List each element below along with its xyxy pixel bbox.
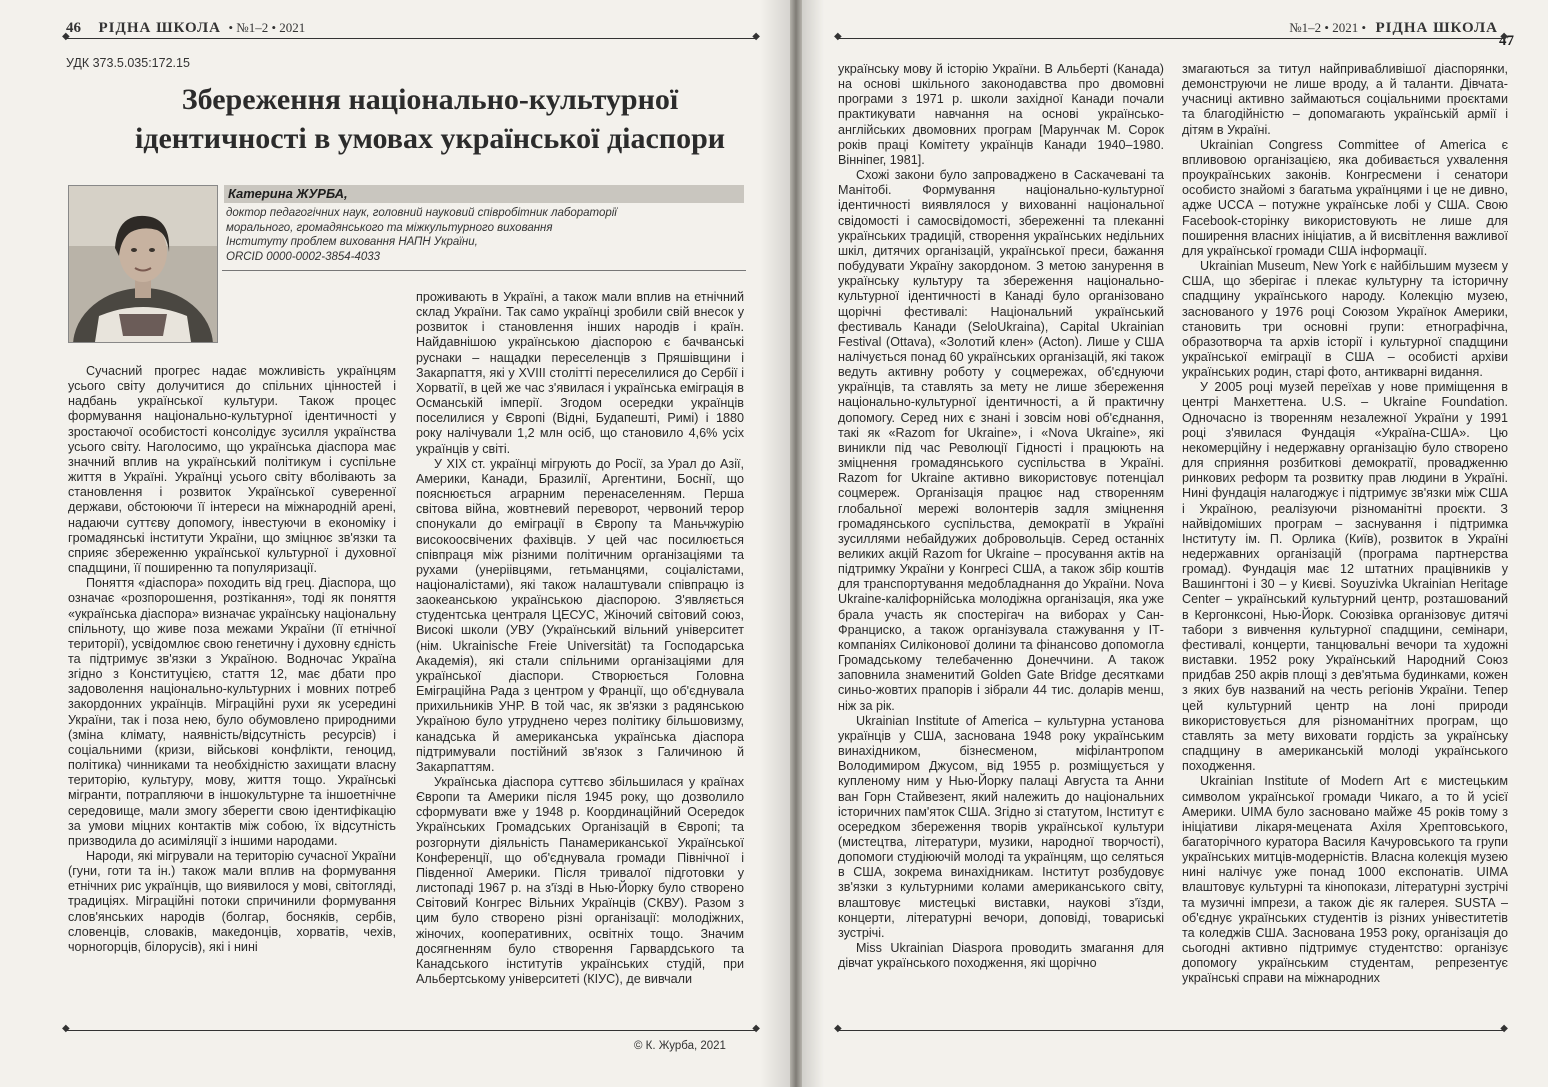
paragraph: проживають в Україні, а також мали вплив на етнічний склад України. Так само українці зробили свій внесок у розвиток і становлення інших народів і країн. Найдавнішою українською діаспорою є бачванські руснаки – нащадки переселенців з Пряшівщини і Закарпаття, які у XVIII столітті переселилися до Сербії і Хорватії, в цей же час з'явилася і українська еміграція в Османській імперії. Згодом осередки українців поселилися у Європі (Віднi, Будапешті, Римі) і 1880 року налічували 1,2 млн осіб, що становило 4,6% усіх українців у світі.: [416, 290, 744, 456]
bottom-rule-left: [66, 1030, 756, 1031]
paragraph: Схожі закони було запроваджено в Саскачевані та Манітобі. Формування національно-культурної ідентичності виявлялося у вихованні національної свідомості і самосвідомості, збереженні та плеканні українських традицій, створення українських недільних шкіл, дитячих організацій, української преси, бажання побудувати Україну закордоном. З метою занурення в українську культуру та збереження національно-культурної ідентичності в Канаді було організовано щорічні фестивалі: Національний український фестиваль Канади (SeloUkraina), Capital Ukrainian Festival (Ottava), «Золотий клен» (Acton). Лише у США налічується понад 60 українських організацій, які також ведуть активну роботу у соцмережах, об'єднуючи українців, та ставлять за мету не лише збереження національно-культурної ідентичності, а й практичну допомогу. Серед них є знані і зовсім нові об'єднання, такі як «Razom for Ukraine», і «Nova Ukraine», які виникли під час Революції Гідності і працюють на зміцнення громадянського суспільства в Україні. Razom for Ukraine активно використовує потенціал соцмереж. Організація працює над створенням глобальної мережі волонтерів задля зміцнення громадянського суспільства, демократії в Україні зусиллями небайдужих добровольців. Серед останніх великих акцій Razom for Ukraine – просування актів на підтримку України у Конгресі США, а також збір коштів для транспортування медобладнання до України. Nova Ukraine-каліфорнійська молодіжна організація, яка уже брала участь як спостерігач на виборах у Сан-Франциско, а також організувала стажування у ІТ-компаніях Силіконової долини та фінансово допомогла Громадському телебаченню Донеччини. А також заповнила знаменитий Golden Gate Bridge десятками синьо-жовтих прапорів і зібрали 44 тис. доларів менш, ніж за рік.: [838, 168, 1164, 713]
left-page-number: 46: [66, 20, 81, 36]
article-title-line-2: ідентичності в умовах української діаспори: [134, 122, 726, 155]
paragraph: Поняття «діаспора» походить від грец. Діаспора, що означає «розпорошення, розтікання», тоді як поняття «українська діаспора» визначає українську національну спільноту, що живе поза межами України (її етнічної території), усвідомлює свою генетичну і духовну єдність та підтримує зв'язки з Україною. Водночас Україна згідно з Конституцією, стаття 12, має дбати про задоволення національно-культурних і мовних потреб закордонних українців. Міграційні рухи як усередині України, так і поза нею, було обумовлено природними (зміна клімату, наявність/відсутність ресурсів) і соціальними (кризи, військові конфлікти, геноцид, політика) чинниками та необхідністю захищати власну територію, культуру, мову, життя тощо. Українські мігранти, потрапляючи в іншокультурне та іншоетнічне середовище, мали змогу зберегти свою ідентифікацію за умови міцних контактів між собою, їх відсутність призводила до асиміляції з іншими народами.: [68, 576, 396, 848]
journal-name-left: РІДНА ШКОЛА: [98, 20, 221, 36]
paragraph: У 2005 році музей переїхав у нове приміщення в центрі Манхеттена. U.S. – Ukraine Foundation. Одночасно із творенням незалежної України у 1991 році з'явилася Фундація «Україна-США». Цю некомерційну і недержавну організацію було створено для сприяння розбиткові демократії, провадженню ринкових реформ та розвитку прав людини в Україні. Нині фундація налагоджує і підтримує зв'язки між США і Україною, реалізуючи різноманітні проєкти. З найвідоміших програм – заснування і підтримка Інституту ім. П. Орлика (Київ), розвиток в Україні недержавних організацій (програма партнерства громад). Фундація має 12 штатних працівників у Вашингтоні і 30 – у Києві. Soyuzivka Ukrainian Heritage Center – український культурний центр, розташований в Кергонксоні, Нью-Йорк. Союзівка організовує дитячі табори з вивчення культурної спадщини, семінари, фестивалі, концерти, танцювальні вечори та художні виставки. 1952 року Український Народний Союз придбав 250 акрів площі з дев'ятьма будинками, кожен з яких був названий на честь регіонів України. Тепер цей культурний центр на лоні природи використовується для різноманітних програм, що ставлять за мету виховати гордість за українську спадщину в американській молоді українського походження.: [1182, 380, 1508, 774]
paragraph: змагаються за титул найпривабливішої діаспорянки, демонструючи не лише вроду, а й таланти. Дівчата-учасниці активно займаються соціальними проєктами та благодійністю – допомагають українській армії і дітям в Україні.: [1182, 62, 1508, 137]
copyright: © К. Журба, 2021: [634, 1040, 726, 1052]
paragraph: Miss Ukrainian Diaspora проводить змагання для дівчат українського походження, які щорічно: [838, 941, 1164, 971]
paragraph: українську мову й історію України. В Альберті (Канада) на основі шкільного законодавства про двомовні програми з 1971 р. школи західної Канади почали практикувати навчання на основі українсько-англійських двомовних програм [Марунчак М. Сорок років праці Комітету українців Канади 1940–1980. Вінніпег, 1981].: [838, 62, 1164, 167]
paragraph: Ukrainian Museum, New York є найбільшим музеєм у США, що зберігає і плекає культурну та історичну спадщину українського народу. Колекцію музею, заснованого у 1976 році Союзом Українок Америки, становить три основні групи: етнографічна, образотворча та архів історії і культурної спадщини української еміграції в США – особисті архіви українських родин, старі фото, антикварні видання.: [1182, 259, 1508, 380]
udc-code: УДК 373.5.035:172.15: [66, 56, 190, 70]
issue-number-right: №1–2 • 2021 •: [1289, 20, 1367, 35]
author-photo: [68, 185, 218, 343]
paragraph: Ukrainian Institute of Modern Art є мистецьким символом української громади Чикаго, а то й усієї Америки. UIMA було засновано майже 45 років тому з ініціативи лікаря-мецената Ахіля Хрептовського, багаторічного куратора Василя Качуровського та групи українських митців-модерністів. Власна колекція музею нині налічує уже понад 1000 експонатів. UIMA влаштовує культурні та кінопокази, літературні зустрічі та музичні імпрези, а також діє як галерея. SUSTA – об'єднує українських студентів із різних унівеститетів та коледжів США. Заснована 1953 року, організація до сьогодні активно підтримує студентство: організує допомогу українським студентам, репрезентує українські справи на міжнародних: [1182, 774, 1508, 986]
right-page-number: 47: [1499, 33, 1514, 49]
paragraph: Народи, які мігрували на територію сучасної України (гуни, готи та ін.) також мали вплив на формування етнічних рис українців, що виявилося у мові, світогляді, традиціях. Міграційні потоки спричинили формування слов'янських народів (болгар, босняків, сербів, словенців, словаків, македонців, хорватів, чехів, чорногорців, білорусів), які і нині: [68, 849, 396, 954]
author-line: доктор педагогічних наук, головний науковий співробітник лабораторії: [226, 207, 617, 219]
top-rule-left: [66, 38, 756, 39]
paragraph: Ukrainian Institute of America – культурна установа українців у США, заснована 1948 року українським винахідником, бізнесменом, міфілантропом Володимиром Джусом, від 1955 р. розміщується у купленому ним у Нью-Йорку палаці Августа та Анни ван Горн Стайвезент, який належить до національних історичних пам'яток США. Згідно зі статутом, Інститут є осередком збереження творів української культури (мистецтва, літератури, музики, народної творчості), допомоги студіюючій молоді та українцям, що селяться в США, зокрема винахідникам. Інститут розбудовує зв'язки з культурними колами американського світу, влаштовує мистецькі виставки, наукові з'їзди, концерти, літературні вечори, доповіді, товариські зустрічі.: [838, 713, 1164, 940]
paragraph: Ukrainian Congress Committee of America є впливовою організацією, яка добивається ухвалення проукраїнських законів. Конгресмени і сенатори особисто знайомі з багатьма українцями і це не дивно, адже UCCA – потужне українське лобі у США. Свою Facebook-сторінку використовують не лише для поширення власних ініціатив, а й висвітлення важливої для української громади США інформації.: [1182, 137, 1508, 258]
right-running-header: [1289, 20, 1498, 37]
text-column-right-2: [1182, 62, 1508, 1024]
author-divider: [222, 270, 746, 271]
author-orcid: ORCID 0000-0002-3854-4033: [226, 250, 381, 263]
book-gutter: [790, 0, 802, 1087]
author-name: Катерина ЖУРБА,: [228, 186, 348, 201]
left-running-header: [66, 20, 305, 37]
right-page: [802, 0, 1548, 1087]
article-title: [70, 80, 790, 158]
top-rule-right: [838, 38, 1504, 39]
paragraph: У XIX ст. українці мігрують до Росії, за Урал до Азії, Америки, Канади, Бразилії, Аргентини, Боснії, що пояснюється аграрним перенаселенням. Перша світова війна, жовтневий переворот, червоний терор спонукали до еміграції в Європу та Маньчжурію високоосвічених фахівців. У цей час посилюється співпраця між різними політичним організаціями та рухами (унеріівцями, гетьманцями, соціалістами, націоналістами), які також налаштували співпрацю із заокеанською українською діаспорою. З'являється студентська централя ЦЕСУС, Жіночий світовий союз, Високі школи (УВУ (Український вільний університет (нім. Ukrainische Freie Universität) та Господарська Академія), які стали спільними організаціями для української діаспори. Створюється Головна Еміграційна Рада з центром у Франції, що об'єднувала прихильників УНР. В той час, як зв'язки з радянською Україною було утруднено через політику більшовизму, канадська й американська українська діаспора підтримували постійний зв'язок з Галичиною й Закарпаттям.: [416, 456, 744, 774]
issue-number-left: • №1–2 • 2021: [228, 20, 306, 35]
journal-name-right: РІДНА ШКОЛА: [1375, 20, 1498, 36]
paragraph: Українська діаспора суттєво збільшилася у країнах Європи та Америки після 1945 року, що дозволило сформувати вже у 1948 р. Координаційний Осередок Українських Громадських Організацій в Європі; та розгорнути діяльність Панамериканської Української Конференції, що об'єднувала громади Північної і Південної Америки. Після тривалої підготовки у листопаді 1967 р. на з'їзді в Нью-Йорку було створено Світовий Конгрес Вільних Українців (СКВУ). Разом з цим було створено різні організації: молодіжних, жіночих, кооперативних, освітніх тощо. Значим досягненням було створення Гарвардського та Канадського інститутів українських студій, при Альбертському університеті (КІУС), де вивчали: [416, 775, 744, 987]
article-title-line-1: Збереження національно-культурної: [181, 83, 679, 116]
text-column-left-1: [68, 364, 396, 1024]
text-column-left-2: [416, 290, 744, 1024]
author-affiliation: [226, 206, 696, 264]
paragraph: Сучасний прогрес надає можливість українцям усього світу долучитися до спільних цінностей і надбань української культури. Також процес формування національно-культурної ідентичності у зростаючої особистості консолідує зусилля українства усього світу. Наголосимо, що українська діаспора має значний вплив на український політикум і суспільне життя в Україні. Українці усього світу вболівають за становлення і розвиток Української суверенної держави, обстоюючи її інтереси на міжнародній арені, надаючи суттєву допомогу, інвестуючи в економіку і громадянські інститути України, що зміцнює зв'язки та сприяє збереженню української культурної і духовної спадщини, її поширенню та популяризації.: [68, 364, 396, 576]
text-column-right-1: [838, 62, 1164, 1024]
author-line: морального, громадянського та міжкультурного виховання: [226, 221, 553, 234]
bottom-rule-right: [838, 1030, 1504, 1031]
author-line: Інституту проблем виховання НАПН України,: [226, 236, 478, 248]
